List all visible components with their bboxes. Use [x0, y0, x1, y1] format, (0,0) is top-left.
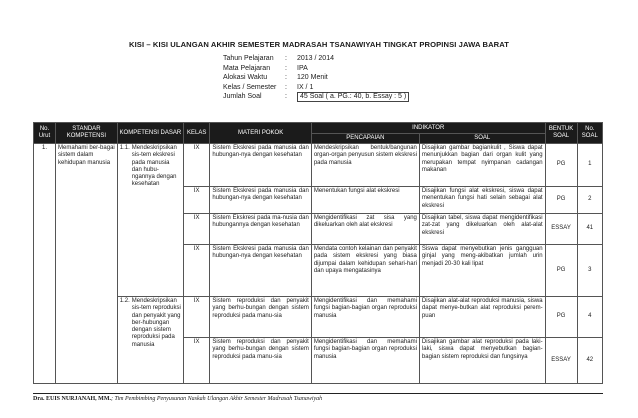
nomor-soal-cell: 3 — [577, 245, 602, 297]
standar-number: 1. — [34, 144, 56, 384]
meta-label: Alokasi Waktu — [223, 74, 268, 82]
exam-meta — [223, 54, 409, 102]
nomor-soal-cell: 2 — [577, 187, 602, 214]
meta-row-jumlah — [223, 92, 409, 102]
pencapaian-cell: Mendeskripsikan bentuk/bangunan organ-organ penyusun sistem ekskresi pada manusia — [311, 144, 419, 187]
meta-separator: : — [285, 93, 287, 101]
kisi-kisi-table — [33, 122, 603, 384]
meta-label: Tahun Pelajaran — [223, 55, 274, 62]
soal-cell: Siswa dapat menyebutkan jenis gangguan ginjal yang meng-akibatkan jumlah urin menjadi 20-30 kali lipat — [419, 245, 545, 297]
kelas-cell: IX — [183, 144, 209, 187]
meta-row-mapel — [223, 64, 409, 74]
pencapaian-cell: Mendata contoh kelainan dan penyakit pada sistem ekskresi yang biasa dijumpai dalam kehidupan sehari-hari dan upaya mengatasinya — [311, 245, 419, 297]
bentuk-cell: PG — [545, 245, 577, 297]
meta-value: IPA — [297, 64, 308, 72]
header-indikator: INDIKATOR — [311, 123, 545, 134]
table-row — [34, 144, 603, 187]
kelas-cell: IX — [183, 214, 209, 245]
header-kompetensi-dasar: KOMPETENSI DASAR — [117, 123, 183, 144]
pencapaian-cell: Mengidentifikasi dan memahami fungsi bagian-bagian organ reproduksi manusia — [311, 338, 419, 384]
header-no-urut: No. Urut — [34, 123, 56, 144]
meta-value: 2013 / 2014 — [297, 55, 334, 62]
header-kelas: KELAS — [183, 123, 209, 144]
bentuk-cell: ESSAY — [545, 214, 577, 245]
meta-label: Kelas / Semester — [223, 83, 277, 91]
pencapaian-cell: Mengidentifikasi zat sisa yang dikeluarkan oleh alat ekskresi — [311, 214, 419, 245]
nomor-soal-cell: 42 — [577, 338, 602, 384]
standar-text: Memahami ber-bagai sistem dalam kehidupan manusia — [56, 144, 118, 384]
pencapaian-cell: Mengidentifikasi dan memahami fungsi bagian-bagian organ reproduksi manusia — [311, 297, 419, 338]
meta-value: 45 Soal ( a. PG.: 40, b. Essay : 5 ) — [297, 92, 409, 102]
meta-row-alokasi — [223, 73, 409, 83]
bentuk-cell: PG — [545, 297, 577, 338]
page-footer — [33, 393, 603, 402]
kd-number: 1.2. — [119, 298, 130, 304]
materi-cell: Sistem reproduksi dan penyakit yang berhu-bungan dengan sistem reproduksi pada manu-sia — [210, 297, 311, 338]
header-no-soal: No. SOAL — [577, 123, 602, 144]
meta-separator: : — [285, 83, 287, 91]
pencapaian-cell: Menentukan fungsi alat ekskresi — [311, 187, 419, 214]
meta-value: 120 Menit — [297, 74, 328, 82]
bentuk-cell: ESSAY — [545, 338, 577, 384]
kd-text: Mendeskripsikan sis-tem reproduksi dan penyakit yang ber-hubungan dengan sistem reproduksi pada manusia — [131, 298, 181, 348]
meta-separator: : — [285, 55, 287, 62]
soal-cell: Disajikan alat-alat reproduksi manusia, siswa dapat menye-butkan alat reproduksi perem-puan — [419, 297, 545, 338]
materi-cell: Sistem Ekskresi pada manusia dan hubungan-nya dengan kesehatan — [210, 187, 311, 214]
kelas-cell: IX — [183, 245, 209, 297]
meta-separator: : — [285, 64, 287, 72]
materi-cell: Sistem Ekskresi pada manusia dan hubungan-nya dengan kesehatan — [210, 144, 311, 187]
header-materi-pokok: MATERI POKOK — [210, 123, 311, 144]
header-soal: SOAL — [419, 134, 545, 144]
meta-value: IX / 1 — [297, 83, 314, 91]
materi-cell: Sistem reproduksi dan penyakit yang berhu-bungan dengan sistem reproduksi pada manu-sia — [210, 338, 311, 384]
bentuk-cell: PG — [545, 144, 577, 187]
header-standar-kompetensi: STANDAR KOMPETENSI — [56, 123, 118, 144]
soal-cell: Disajikan gambar bagiankulit , Siswa dapat menunjukkan bagian dari organ kulit yang merupakan tempat nyimpanan cadangan makanan — [419, 144, 545, 187]
header-pencapaian: PENCAPAIAN — [311, 134, 419, 144]
kd-cell — [117, 144, 183, 297]
bentuk-cell: PG — [545, 187, 577, 214]
meta-label: Jumlah Soal — [223, 93, 262, 101]
header-bentuk-soal: BENTUK SOAL — [545, 123, 577, 144]
materi-cell: Sistem Ekskresi pada manusia dan hubungan-nya dengan kesehatan — [210, 245, 311, 297]
kd-text: Mendeskripsikan sis-tem ekskresi pada manusia dan hubu-ngannya dengan kesehatan — [131, 145, 177, 188]
kd-cell — [117, 297, 183, 384]
kelas-cell: IX — [183, 297, 209, 338]
kd-number: 1.1. — [119, 145, 130, 151]
meta-label: Mata Pelajaran — [223, 64, 271, 72]
meta-row-tahun — [223, 54, 409, 64]
meta-row-kelas — [223, 83, 409, 93]
nomor-soal-cell: 4 — [577, 297, 602, 338]
document-title: KISI – KISI ULANGAN AKHIR SEMESTER MADRASAH TSANAWIYAH TINGKAT PROPINSI JAWA BARAT — [128, 40, 510, 49]
table-row — [34, 297, 603, 338]
soal-cell: Disajikan tabel, siswa dapat mengidentifikasi zat-zat yang dikeluarkan oleh alat-alat ekskresi — [419, 214, 545, 245]
nomor-soal-cell: 41 — [577, 214, 602, 245]
kelas-cell: IX — [183, 338, 209, 384]
materi-cell: Sistem Ekskresi pada ma-nusia dan hubungannya dengan kesehatan — [210, 214, 311, 245]
footer-author: Dra. EUIS NURJANAH, MM. — [33, 396, 111, 402]
soal-cell: Disajikan fungsi alat ekskresi, siswa dapat menentukan fungsi hati selain sebagai alat ekskresi — [419, 187, 545, 214]
meta-separator: : — [285, 74, 287, 82]
nomor-soal-cell: 1 — [577, 144, 602, 187]
footer-team: ; Tim Pembimbing Penyusunan Naskah Ulangan Akhir Semester Madrasah Tsanawiyah — [111, 396, 323, 402]
kelas-cell: IX — [183, 187, 209, 214]
soal-cell: Disajikan gambar alat reproduksi pada laki-laki, siswa dapat menyebutkan bagian-bagian sistem reproduksi dan fungsinya — [419, 338, 545, 384]
